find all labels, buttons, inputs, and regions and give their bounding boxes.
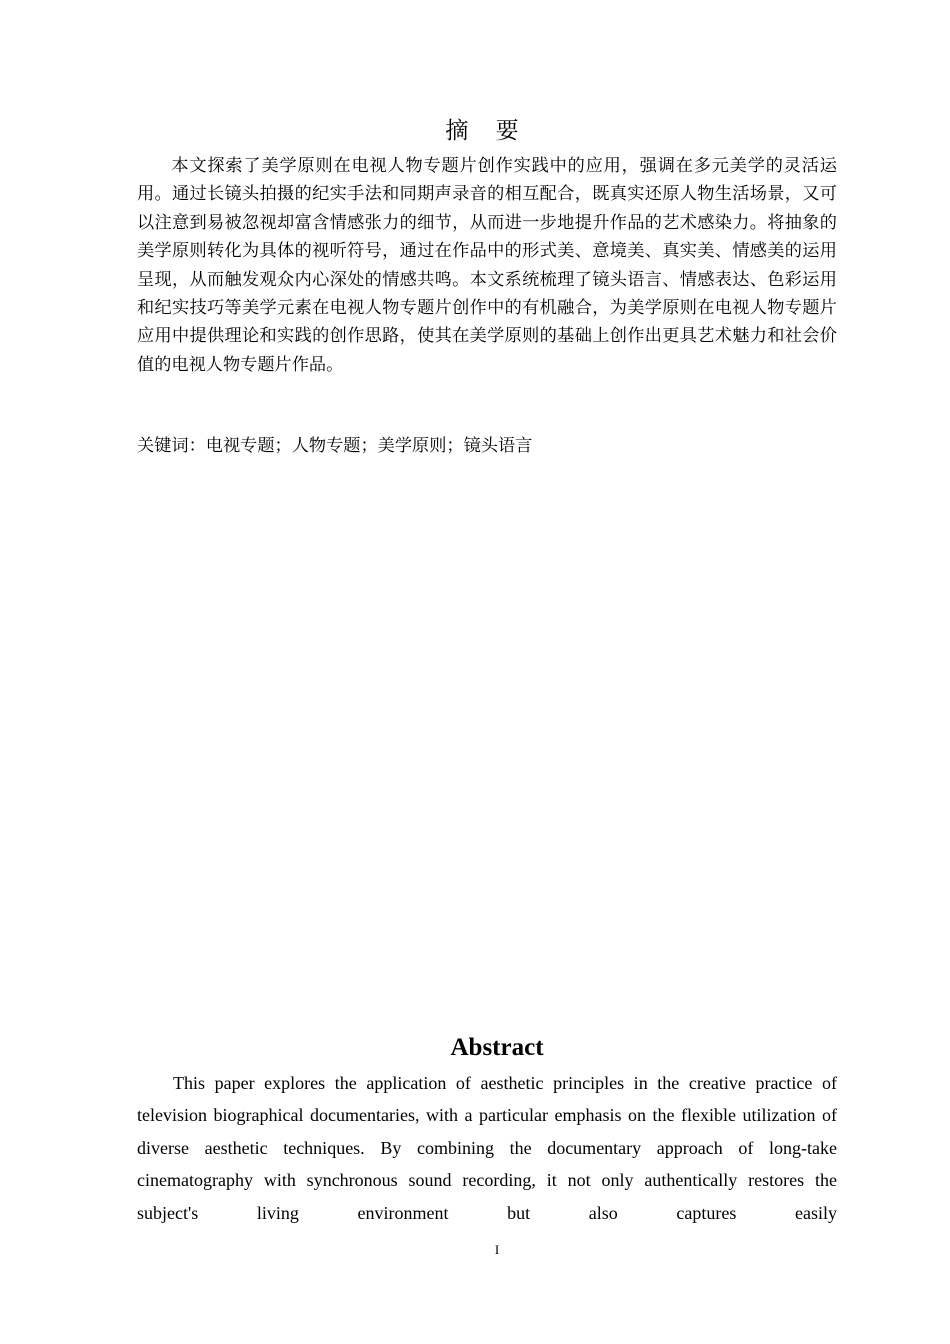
english-abstract-body: This paper explores the application of aesthetic principles in the creative practice of television biographical documentaries, with a particular emphasis on the flexible utilization of diverse aesthetic techniques. By combining the documentary approach of long-take cinematography with synchronous sound recording, it not only authentically restores the subject's living environment but also captures easily (137, 1073, 837, 1223)
chinese-keywords (137, 432, 837, 460)
keywords-label: 关键词： (137, 436, 206, 456)
keywords-list: 电视专题；人物专题；美学原则；镜头语言 (205, 436, 533, 456)
chinese-abstract-title: 摘 要 (445, 118, 529, 144)
chinese-abstract-body: 本文探索了美学原则在电视人物专题片创作实践中的应用，强调在多元美学的灵活运用。通过长镜头拍摄的纪实手法和同期声录音的相互配合，既真实还原人物生活场景，又可以注意到易被忽视却富含情感张力的细节，从而进一步地提升作品的艺术感染力。将抽象的美学原则转化为具体的视听符号，通过在作品中的形式美、意境美、真实美、情感美的运用呈现，从而触发观众内心深处的情感共鸣。本文系统梳理了镜头语言、情感表达、色彩运用和纪实技巧等美学元素在电视人物专题片创作中的有机融合，为美学原则在电视人物专题片应用中提供理论和实践的创作思路，使其在美学原则的基础上创作出更具艺术魅力和社会价值的电视人物专题片作品。 (137, 156, 837, 375)
page-number: I (494, 1242, 500, 1257)
english-abstract-title: Abstract (450, 1034, 544, 1061)
